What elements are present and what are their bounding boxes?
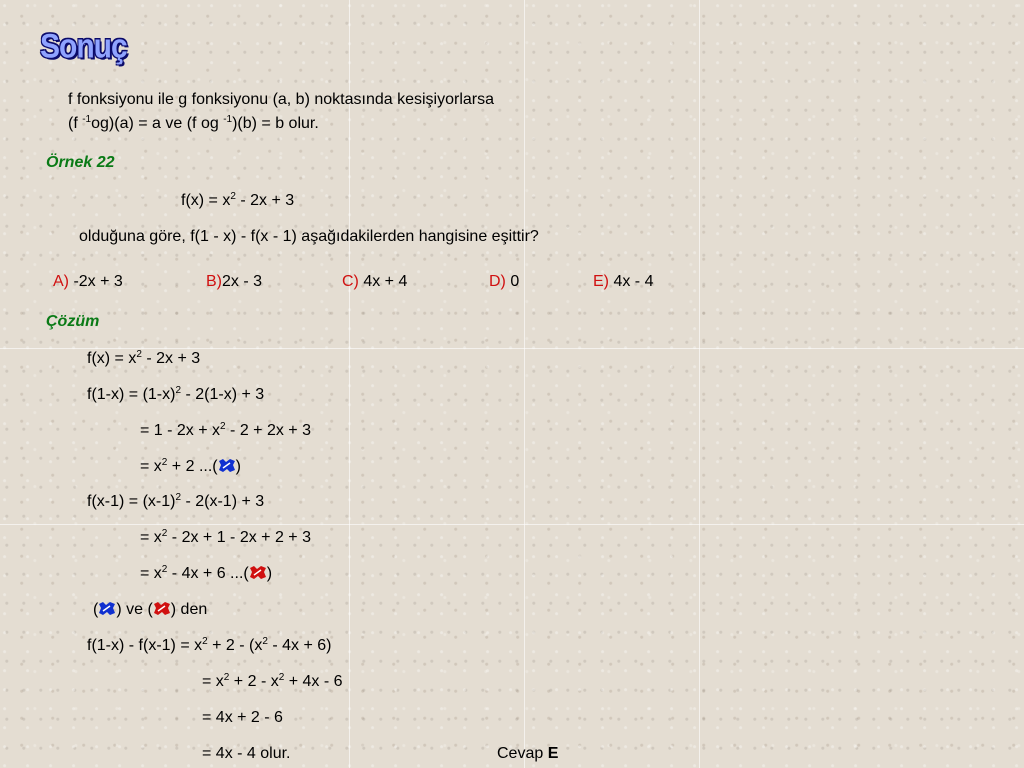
choice-a: A) -2x + 3 <box>53 273 123 290</box>
given-function: $f(x) = x^2 - 2x + 3$ <box>181 191 295 209</box>
step-4: = $x^2 + 2$ ...( ) <box>140 457 241 475</box>
blue-marker-icon <box>218 459 236 472</box>
choice-e: E) 4x - 4 <box>593 273 654 290</box>
answer: Cevap E <box>497 745 559 762</box>
choice-b: B)2x - 3 <box>206 273 263 290</box>
rule-line-1: f fonksiyonu ile g fonksiyonu (a, b) noktasında kesişiyorlarsa <box>68 91 494 108</box>
step-5: $f(x-1) = (x-1)^2 - 2(x-1) + 3$ <box>87 492 265 510</box>
step-8: ( ) ve ( ) den <box>93 601 208 618</box>
example-label: Örnek 22 <box>46 154 115 171</box>
step-1: $f(x) = x^2 - 2x + 3$ <box>87 349 201 367</box>
rule-line-2: (f $^{-1}$og)(a) = a ve (f og $^{-1}$)(b) = b olur. <box>68 114 319 132</box>
slide-title: Sonuç <box>40 27 127 66</box>
choice-c: C) 4x + 4 <box>342 273 408 290</box>
blue-marker-icon <box>98 602 116 615</box>
step-9: $f(1-x) - f(x-1) = x^2 + 2 - (x^2 - 4x + 6)$ <box>87 636 332 654</box>
question-text: olduğuna göre, f(1 - x) - f(x - 1) aşağıdakilerden hangisine eşittir? <box>79 228 539 245</box>
step-10: = $x^2 + 2 - x^2 + 4x - 6$ <box>202 672 343 690</box>
step-3: = $1 - 2x + x^2 - 2 + 2x + 3$ <box>140 421 311 439</box>
grid-line <box>349 0 350 768</box>
grid-line <box>524 0 525 768</box>
step-11: = 4x + 2 - 6 <box>202 709 283 726</box>
step-12: = 4x - 4 olur. <box>202 745 291 762</box>
step-6: = $x^2 - 2x + 1 - 2x + 2 + 3$ <box>140 528 311 546</box>
solution-label: Çözüm <box>46 313 100 330</box>
step-2: $f(1-x) = (1-x)^2 - 2(1-x) + 3$ <box>87 385 265 403</box>
choice-d: D) 0 <box>489 273 520 290</box>
red-marker-icon <box>249 566 267 579</box>
red-marker-icon <box>153 602 171 615</box>
grid-line <box>0 524 1024 525</box>
step-7: = $x^2 - 4x + 6$ ...( ) <box>140 564 273 582</box>
grid-line <box>699 0 700 768</box>
